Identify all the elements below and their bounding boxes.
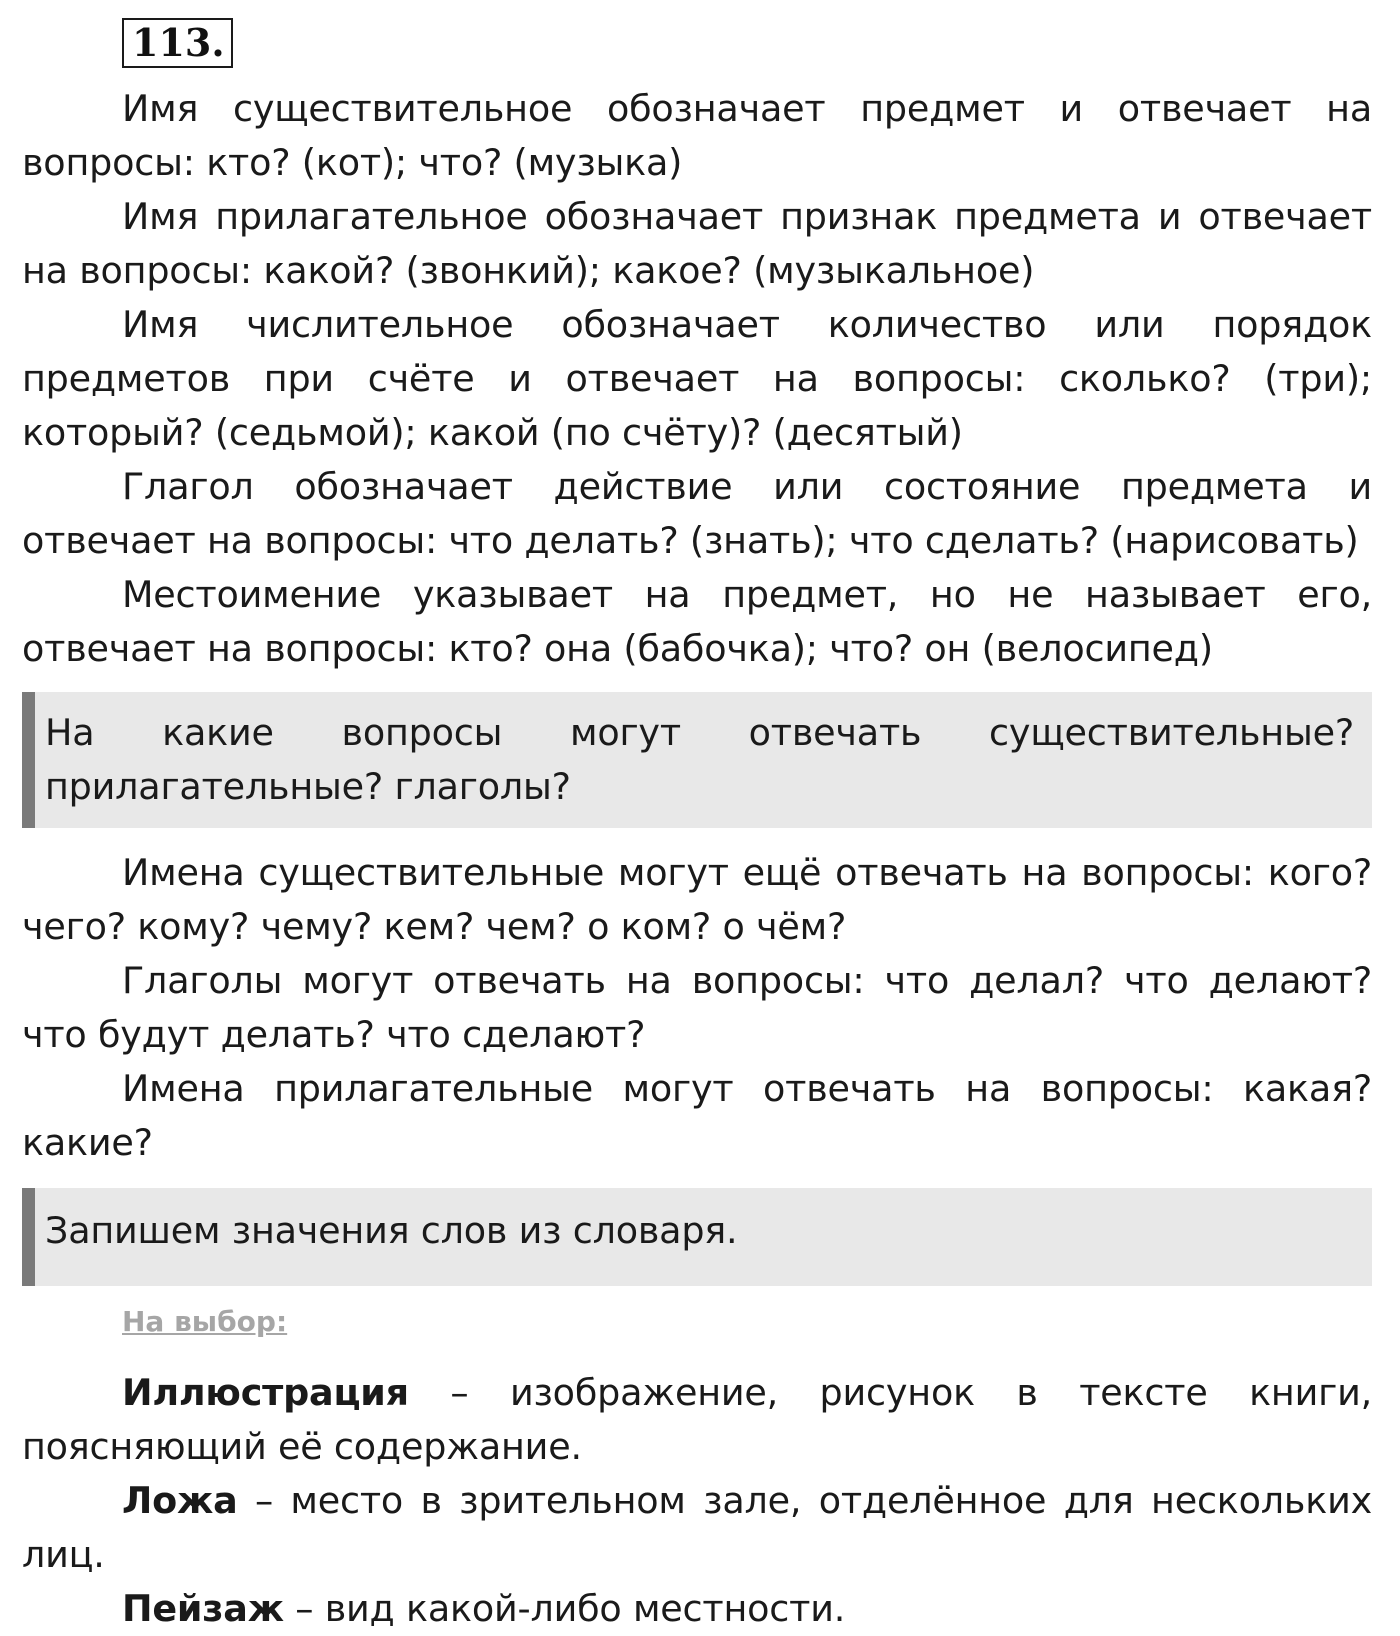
instruction-box <box>22 1188 1372 1286</box>
paragraph-adjective-questions: Имена прилагательные могут отвечать на вопросы: какая? какие? <box>22 1067 1372 1164</box>
definition-lozha <box>22 1474 1372 1582</box>
paragraph-noun-questions: Имена существительные могут ещё отвечать на вопросы: кого? чего? кому? чему? кем? чем? о ком? о чём? <box>22 851 1372 948</box>
paragraph-noun: Имя существительное обозначает предмет и отвечает на вопросы: кто? (кот); что? (музыка) <box>22 87 1372 184</box>
definition-term: Ложа <box>122 1479 238 1522</box>
definition-text: – изображение, рисунок в тексте книги, поясняющий её содержание. <box>22 1371 1372 1468</box>
definition-term: Иллюстрация <box>122 1371 409 1414</box>
question-text: На какие вопросы могут отвечать существительные? прилагательные? глаголы? <box>45 711 1354 808</box>
definition-term: Пейзаж <box>122 1587 284 1630</box>
paragraph-verb-questions: Глаголы могут отвечать на вопросы: что делал? что делают? что будут делать? что сделают? <box>22 959 1372 1056</box>
instruction-text: Запишем значения слов из словаря. <box>45 1209 738 1252</box>
paragraph-adjective: Имя прилагательное обозначает признак предмета и отвечает на вопросы: какой? (звонкий); какое? (музыкальное) <box>22 195 1372 292</box>
paragraph-verb: Глагол обозначает действие или состояние предмета и отвечает на вопросы: что делать? (знать); что сделать? (нарисовать) <box>22 465 1372 562</box>
definition-text: – место в зрительном зале, отделённое для нескольких лиц. <box>22 1479 1372 1576</box>
question-box <box>22 692 1372 828</box>
definition-landscape <box>22 1582 1372 1636</box>
paragraph-pronoun: Местоимение указывает на предмет, но не называет его, отвечает на вопросы: кто? она (бабочка); что? он (велосипед) <box>22 573 1372 670</box>
definitions-list <box>22 1366 1372 1636</box>
definition-text: – вид какой-либо местности. <box>283 1587 846 1630</box>
page <box>22 18 1372 1636</box>
definition-illustration <box>22 1366 1372 1474</box>
choice-label: На выбор: <box>122 1305 288 1338</box>
paragraph-numeral: Имя числительное обозначает количество или порядок предметов при счёте и отвечает на вопросы: сколько? (три); который? (седьмой); какой (по счёту)? (десятый) <box>22 303 1372 454</box>
task-number: 113. <box>122 18 233 68</box>
